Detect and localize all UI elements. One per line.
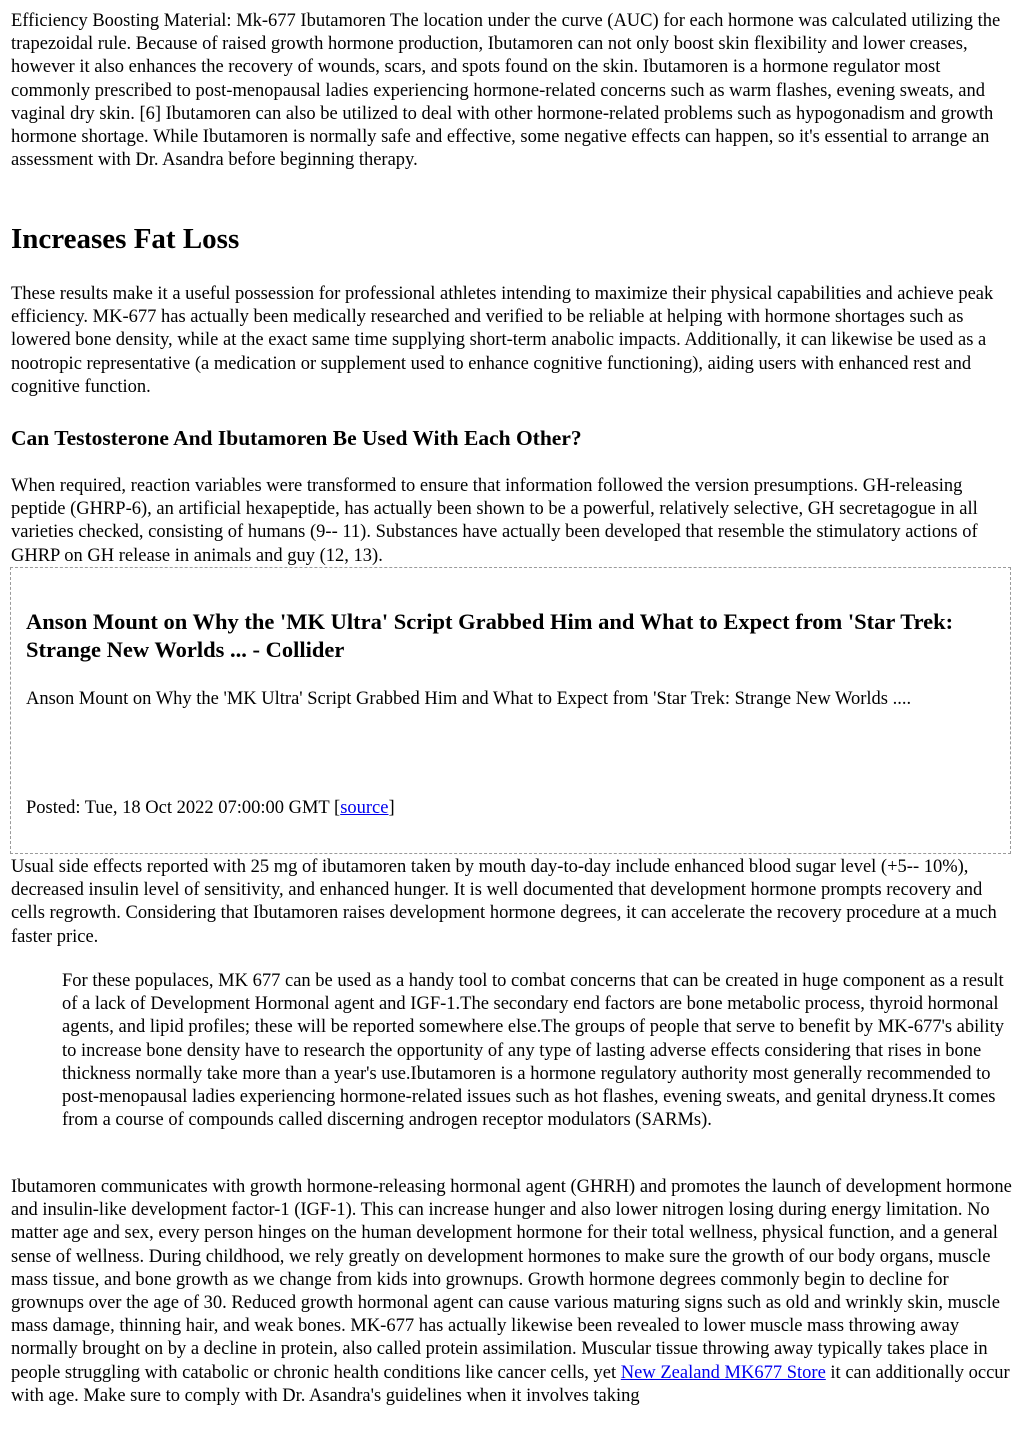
blockquote-paragraph: For these populaces, MK 677 can be used as a handy tool to combat concerns that can be created in huge component as a result of a lack of Development Hormonal agent and IGF-1.The secondary end factors are bone metabolic process, thyroid hormonal agents, and lipid profiles; these will be reported somewhere else.The groups of people that serve to benefit by MK-677's ability to increase bone density have to research the opportunity of any type of lasting adverse effects considering that rises in bone thickness normally take more than a year's use.Ibutamoren is a hormone regulatory authority most generally recommended to post-menopausal ladies experiencing hormone-related issues such as hot flashes, evening sweats, and genital dryness.It comes from a course of compounds called discerning androgen receptor modulators (SARMs). xyxy=(62,971,1004,1131)
ibutamoren-text-before-link: Ibutamoren communicates with growth hormone-releasing hormonal agent (GHRH) and promotes the launch of development hormone and insulin-like development factor-1 (IGF-1). This can increase hunger and also lower nitrogen losing during energy limitation. No matter age and sex, every person hinges on the human development hormone for their total wellness, physical function, and a general sense of wellness. During childhood, we rely greatly on development hormones to make sure the growth of our body organs, muscle mass tissue, and bone growth as we change from kids into grownups. Growth hormone degrees commonly begin to decline for grownups over the age of 30. Reduced growth hormonal agent can cause various maturing signs such as old and wrinkly skin, muscle mass damage, thinning hair, and weak bones. MK-677 has actually likewise been revealed to lower muscle mass throwing away normally brought on by a decline in protein, also called protein assimilation. Muscular tissue throwing away typically takes place in people struggling with catabolic or chronic health conditions like cancer cells, yet xyxy=(11,1177,1012,1383)
ibutamoren-text-after-link: it can additionally occur with age. Make sure to comply with Dr. Asandra's guidelines when it involves taking xyxy=(11,1362,1010,1406)
news-posted-suffix: ] xyxy=(388,798,395,818)
ibutamoren-paragraph xyxy=(11,1176,1019,1408)
news-posted-line xyxy=(26,797,986,820)
news-source-link[interactable]: source xyxy=(340,798,389,818)
gh-release-paragraph: When required, reaction variables were transformed to ensure that information followed the version presumptions. GH-releasing peptide (GHRP-6), an artificial hexapeptide, has actually been shown to be a powerful, relatively selective, GH secretagogue in all varieties checked, consisting of humans (9-- 11). Substances have actually been developed that resemble the stimulatory actions of GHRP on GH release in animals and guy (12, 13). xyxy=(11,476,978,566)
news-title: Anson Mount on Why the 'MK Ultra' Script Grabbed Him and What to Expect from 'Star Trek: Strange New Worlds ... - Collider xyxy=(26,609,954,662)
new-zealand-store-link[interactable]: New Zealand MK677 Store xyxy=(620,1362,826,1383)
intro-paragraph: Efficiency Boosting Material: Mk-677 Ibutamoren The location under the curve (AUC) for each hormone was calculated utilizing the trapezoidal rule. Because of raised growth hormone production, Ibutamoren can not only boost skin flexibility and lower creases, however it also enhances the recovery of wounds, scars, and spots found on the skin. Ibutamoren is a hormone regulator most commonly prescribed to post-menopausal ladies experiencing hormone-related concerns such as warm flashes, evening sweats, and vaginal dry skin. [6] Ibutamoren can also be utilized to deal with other hormone-related problems such as hypogonadism and growth hormone shortage. While Ibutamoren is normally safe and effective, some negative effects can happen, so it's essential to arrange an assessment with Dr. Asandra before beginning therapy. xyxy=(11,11,1001,171)
fat-loss-paragraph: These results make it a useful possession for professional athletes intending to maximize their physical capabilities and achieve peak efficiency. MK-677 has actually been medically researched and verified to be reliable at helping with hormone shortages such as lowered bone density, while at the exact same time supplying short-term anabolic impacts. Additionally, it can likewise be used as a nootropic representative (a medication or supplement used to enhance cognitive functioning), aiding users with enhanced rest and cognitive function. xyxy=(11,284,994,397)
heading-increases-fat-loss: Increases Fat Loss xyxy=(11,223,240,255)
news-posted-date: Posted: Tue, 18 Oct 2022 07:00:00 GMT [ xyxy=(26,798,341,818)
news-box xyxy=(10,567,1011,854)
side-effects-paragraph: Usual side effects reported with 25 mg of ibutamoren taken by mouth day-to-day include enhanced blood sugar level (+5-- 10%), decreased insulin level of sensitivity, and enhanced hunger. It is well documented that development hormone prompts recovery and cells regrowth. Considering that Ibutamoren raises development hormone degrees, it can accelerate the recovery procedure at a much faster price. xyxy=(11,857,997,947)
news-summary: Anson Mount on Why the 'MK Ultra' Script Grabbed Him and What to Expect from 'Star Trek: Strange New Worlds .... xyxy=(26,689,912,709)
heading-testosterone-ibutamoren: Can Testosterone And Ibutamoren Be Used With Each Other? xyxy=(11,426,582,450)
